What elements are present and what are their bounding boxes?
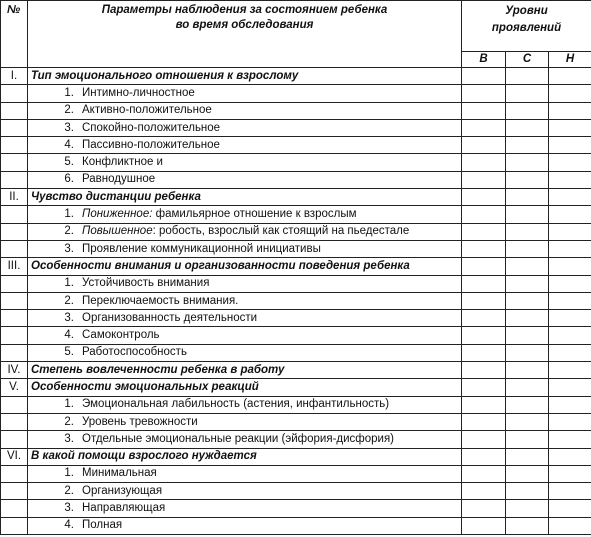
section-level-v-cell — [462, 362, 506, 379]
item-cell — [28, 102, 462, 119]
item-row — [1, 327, 591, 344]
item-number: 3. — [64, 242, 74, 255]
item-lead-term: Пониженное: — [82, 208, 153, 221]
item-number: 1. — [64, 467, 74, 480]
item-level-n-cell — [549, 413, 591, 430]
item-level-n-cell — [549, 344, 591, 361]
section-level-v-cell — [462, 189, 506, 206]
section-level-v-cell — [462, 448, 506, 465]
item-cell — [28, 240, 462, 257]
item-number: 3. — [64, 121, 74, 134]
item-blank-number — [1, 240, 28, 257]
item-level-v-cell — [462, 310, 506, 327]
item-cell — [28, 431, 462, 448]
item-text: Активно-положительное — [82, 104, 212, 117]
item-number: 1. — [64, 398, 74, 411]
item-cell — [28, 517, 462, 534]
levels-header-line1: Уровни — [505, 5, 548, 17]
item-row — [1, 240, 591, 257]
item-number: 3. — [64, 502, 74, 515]
item-row — [1, 413, 591, 430]
item-blank-number — [1, 137, 28, 154]
number-header: № — [1, 1, 28, 68]
item-level-n-cell — [549, 275, 591, 292]
item-row — [1, 483, 591, 500]
item-blank-number — [1, 119, 28, 136]
section-level-s-cell — [506, 362, 549, 379]
item-cell — [28, 483, 462, 500]
item-number: 3. — [64, 311, 74, 324]
section-level-s-cell — [506, 68, 549, 85]
item-text: Направляющая — [82, 502, 166, 515]
item-level-s-cell — [506, 137, 549, 154]
item-text: Минимальная — [82, 467, 157, 480]
item-text: Полная — [82, 519, 123, 532]
section-number: III. — [1, 258, 28, 275]
item-cell — [28, 327, 462, 344]
item-blank-number — [1, 206, 28, 223]
section-title: Особенности эмоциональных реакций — [28, 379, 462, 396]
item-cell — [28, 465, 462, 482]
item-cell — [28, 413, 462, 430]
item-level-n-cell — [549, 327, 591, 344]
section-number: I. — [1, 68, 28, 85]
item-level-s-cell — [506, 327, 549, 344]
item-level-n-cell — [549, 171, 591, 188]
item-text: Организующая — [82, 484, 163, 497]
item-blank-number — [1, 344, 28, 361]
item-level-v-cell — [462, 292, 506, 309]
item-blank-number — [1, 500, 28, 517]
item-level-s-cell — [506, 483, 549, 500]
item-blank-number — [1, 171, 28, 188]
item-level-n-cell — [549, 137, 591, 154]
item-level-n-cell — [549, 154, 591, 171]
item-level-v-cell — [462, 396, 506, 413]
section-title: Чувство дистанции ребенка — [28, 189, 462, 206]
section-level-s-cell — [506, 379, 549, 396]
item-text: Уровень тревожности — [82, 415, 198, 428]
item-cell — [28, 223, 462, 240]
item-row — [1, 137, 591, 154]
item-row — [1, 102, 591, 119]
item-level-s-cell — [506, 431, 549, 448]
section-number: V. — [1, 379, 28, 396]
item-text: Устойчивость внимания — [82, 277, 210, 290]
item-level-s-cell — [506, 413, 549, 430]
item-cell — [28, 206, 462, 223]
item-row — [1, 154, 591, 171]
item-level-v-cell — [462, 500, 506, 517]
item-row — [1, 517, 591, 534]
item-blank-number — [1, 223, 28, 240]
item-level-s-cell — [506, 206, 549, 223]
section-level-n-cell — [549, 379, 591, 396]
item-number: 2. — [64, 484, 74, 497]
item-level-s-cell — [506, 344, 549, 361]
item-cell — [28, 154, 462, 171]
item-row — [1, 465, 591, 482]
item-level-v-cell — [462, 275, 506, 292]
item-text: Организованность деятельности — [82, 311, 258, 324]
item-level-s-cell — [506, 223, 549, 240]
item-cell — [28, 171, 462, 188]
item-blank-number — [1, 275, 28, 292]
item-blank-number — [1, 102, 28, 119]
item-row — [1, 85, 591, 102]
item-level-n-cell — [549, 223, 591, 240]
item-level-v-cell — [462, 517, 506, 534]
item-text: Пассивно-положительное — [82, 138, 220, 151]
parameters-header — [28, 1, 462, 68]
item-level-s-cell — [506, 465, 549, 482]
section-level-v-cell — [462, 68, 506, 85]
item-text: Спокойно-положительное — [82, 121, 221, 134]
section-title: Степень вовлеченности ребенка в работу — [28, 362, 462, 379]
item-level-v-cell — [462, 344, 506, 361]
section-row — [1, 362, 591, 379]
item-text: Самоконтроль — [82, 329, 160, 342]
item-number: 2. — [64, 225, 74, 238]
item-level-s-cell — [506, 275, 549, 292]
item-level-n-cell — [549, 431, 591, 448]
item-level-n-cell — [549, 483, 591, 500]
item-number: 3. — [64, 432, 74, 445]
item-number: 4. — [64, 138, 74, 151]
section-row — [1, 189, 591, 206]
item-level-n-cell — [549, 517, 591, 534]
item-cell — [28, 292, 462, 309]
item-number: 2. — [64, 104, 74, 117]
section-number: VI. — [1, 448, 28, 465]
section-level-n-cell — [549, 448, 591, 465]
item-number: 5. — [64, 346, 74, 359]
item-blank-number — [1, 292, 28, 309]
item-blank-number — [1, 517, 28, 534]
item-level-n-cell — [549, 102, 591, 119]
item-level-v-cell — [462, 119, 506, 136]
item-number: 2. — [64, 294, 74, 307]
item-blank-number — [1, 413, 28, 430]
item-cell — [28, 85, 462, 102]
item-level-n-cell — [549, 85, 591, 102]
item-blank-number — [1, 327, 28, 344]
item-level-v-cell — [462, 413, 506, 430]
item-text: Равнодушное — [82, 173, 156, 186]
item-row — [1, 344, 591, 361]
item-level-n-cell — [549, 465, 591, 482]
section-level-v-cell — [462, 258, 506, 275]
section-row — [1, 68, 591, 85]
item-row — [1, 275, 591, 292]
item-text: Работоспособность — [82, 346, 187, 359]
item-level-s-cell — [506, 500, 549, 517]
item-text: Проявление коммуникационной инициативы — [82, 242, 321, 255]
item-blank-number — [1, 154, 28, 171]
section-row — [1, 258, 591, 275]
parameters-header-line2: во время обследования — [175, 19, 314, 31]
item-row — [1, 206, 591, 223]
item-blank-number — [1, 85, 28, 102]
section-level-n-cell — [549, 189, 591, 206]
item-level-s-cell — [506, 119, 549, 136]
item-number: 5. — [64, 156, 74, 169]
item-row — [1, 292, 591, 309]
levels-header — [462, 1, 591, 52]
item-level-s-cell — [506, 240, 549, 257]
section-level-v-cell — [462, 379, 506, 396]
item-blank-number — [1, 431, 28, 448]
level-n-header: Н — [549, 52, 591, 68]
item-level-s-cell — [506, 310, 549, 327]
section-level-s-cell — [506, 258, 549, 275]
item-text: фамильярное отношение к взрослым — [152, 208, 357, 221]
item-level-v-cell — [462, 85, 506, 102]
section-level-n-cell — [549, 68, 591, 85]
item-row — [1, 310, 591, 327]
table-body — [1, 1, 591, 535]
item-cell — [28, 275, 462, 292]
section-title: В какой помощи взрослого нуждается — [28, 448, 462, 465]
item-level-v-cell — [462, 240, 506, 257]
item-level-v-cell — [462, 327, 506, 344]
item-blank-number — [1, 310, 28, 327]
item-text: Конфликтное и — [82, 156, 163, 169]
item-level-v-cell — [462, 483, 506, 500]
item-text: Эмоциональная лабильность (астения, инфантильность) — [82, 398, 390, 411]
item-number: 2. — [64, 415, 74, 428]
section-level-n-cell — [549, 362, 591, 379]
item-level-v-cell — [462, 137, 506, 154]
item-level-v-cell — [462, 223, 506, 240]
item-level-s-cell — [506, 171, 549, 188]
item-level-n-cell — [549, 396, 591, 413]
item-blank-number — [1, 483, 28, 500]
item-level-n-cell — [549, 119, 591, 136]
item-text: Отдельные эмоциональные реакции (эйфория-дисфория) — [82, 432, 395, 445]
item-level-s-cell — [506, 517, 549, 534]
item-level-n-cell — [549, 240, 591, 257]
item-row — [1, 119, 591, 136]
item-cell — [28, 396, 462, 413]
section-number: IV. — [1, 362, 28, 379]
item-cell — [28, 500, 462, 517]
level-s-header: С — [506, 52, 549, 68]
item-number: 1. — [64, 86, 74, 99]
item-level-s-cell — [506, 85, 549, 102]
level-v-header: В — [462, 52, 506, 68]
item-number: 4. — [64, 329, 74, 342]
item-lead-term: Повышенное — [82, 225, 153, 238]
item-level-n-cell — [549, 292, 591, 309]
item-row — [1, 223, 591, 240]
section-level-n-cell — [549, 258, 591, 275]
item-row — [1, 500, 591, 517]
item-level-s-cell — [506, 154, 549, 171]
item-blank-number — [1, 465, 28, 482]
item-level-n-cell — [549, 310, 591, 327]
section-title: Особенности внимания и организованности поведения ребенка — [28, 258, 462, 275]
item-row — [1, 171, 591, 188]
item-number: 1. — [64, 277, 74, 290]
item-text: : робость, взрослый как стоящий на пьедестале — [152, 225, 410, 238]
item-text: Интимно-личностное — [82, 86, 195, 99]
item-text: Переключаемость внимания. — [82, 294, 239, 307]
item-row — [1, 431, 591, 448]
item-level-n-cell — [549, 206, 591, 223]
item-cell — [28, 137, 462, 154]
item-cell — [28, 119, 462, 136]
item-level-v-cell — [462, 154, 506, 171]
item-cell — [28, 344, 462, 361]
item-blank-number — [1, 396, 28, 413]
header-row — [1, 1, 591, 52]
levels-header-line2: проявлений — [491, 22, 562, 34]
section-level-s-cell — [506, 448, 549, 465]
parameters-header-line1: Параметры наблюдения за состоянием ребенка — [101, 4, 388, 16]
item-level-v-cell — [462, 102, 506, 119]
item-level-v-cell — [462, 431, 506, 448]
item-level-n-cell — [549, 500, 591, 517]
item-level-v-cell — [462, 206, 506, 223]
section-row — [1, 379, 591, 396]
item-number: 6. — [64, 173, 74, 186]
item-number: 4. — [64, 519, 74, 532]
section-level-s-cell — [506, 189, 549, 206]
item-level-s-cell — [506, 102, 549, 119]
item-level-v-cell — [462, 465, 506, 482]
item-level-s-cell — [506, 292, 549, 309]
item-number: 1. — [64, 208, 74, 221]
item-level-v-cell — [462, 171, 506, 188]
item-row — [1, 396, 591, 413]
section-row — [1, 448, 591, 465]
section-number: II. — [1, 189, 28, 206]
item-cell — [28, 310, 462, 327]
section-title: Тип эмоционального отношения к взрослому — [28, 68, 462, 85]
item-level-s-cell — [506, 396, 549, 413]
